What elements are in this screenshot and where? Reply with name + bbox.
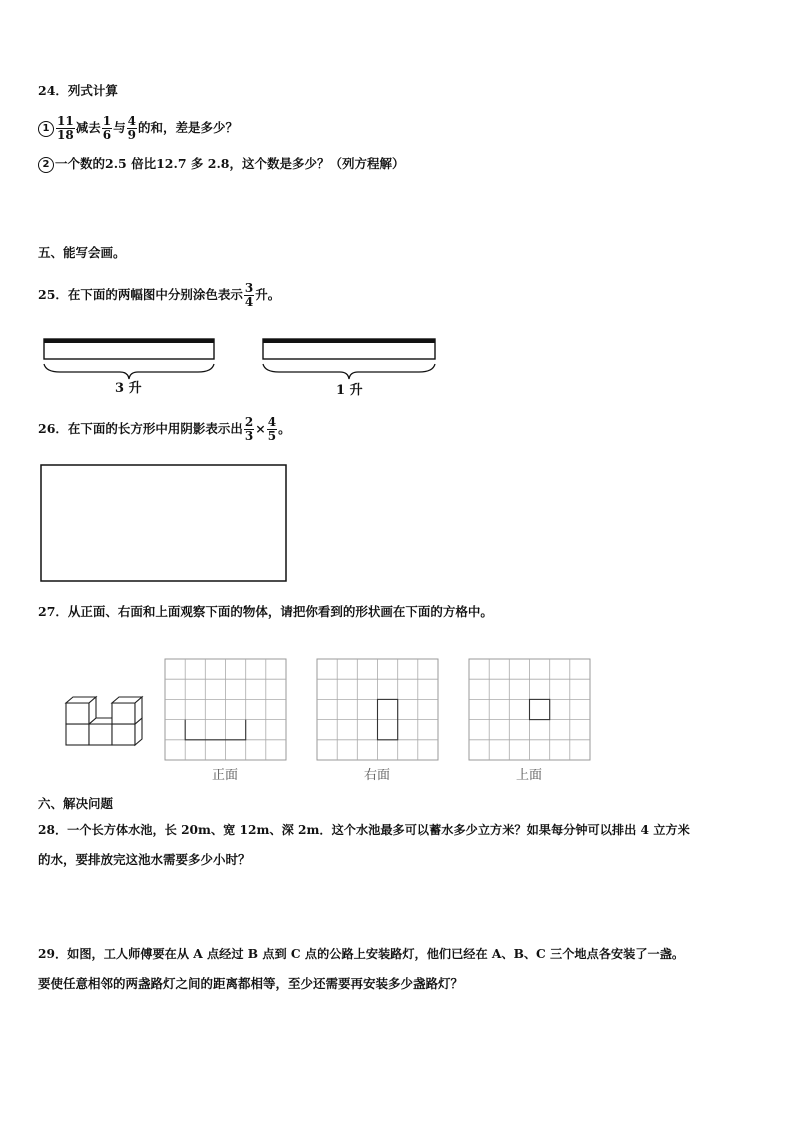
circle-marker-2: 2 xyxy=(38,157,54,173)
fraction-4-9: $\frac{4}{9}$ xyxy=(127,114,136,142)
fraction-11-18: $\frac{11}{18}$ xyxy=(57,114,74,142)
label-top: 上面 xyxy=(515,768,542,783)
label-right: 右面 xyxy=(363,768,390,783)
q27-prompt: 27．从正面、右面和上面观察下面的物体，请把你看到的形状画在下面的方格中。 xyxy=(38,604,493,619)
bar1-label: 3 升 xyxy=(115,381,142,396)
q29-line2: 要使任意相邻的两盏路灯之间的距离都相等，至少还需要再安装多少盏路灯？ xyxy=(38,976,464,991)
label-front: 正面 xyxy=(211,768,238,783)
fraction-2-3: $\frac{2}{3}$ xyxy=(244,415,254,443)
q28-line1: 28．一个长方体水池，长 20m、宽 12m、深 2m．这个水池最多可以蓄水多少立方米？如果每分钟可以排出 4 立方米 xyxy=(38,823,690,837)
q24-title: 24．列式计算 xyxy=(38,83,118,98)
fraction-4-5: $\frac{4}{5}$ xyxy=(267,415,277,443)
grid-top-view[interactable] xyxy=(469,659,590,760)
section5-title: 五、能写会画。 xyxy=(38,245,126,260)
fraction-1-6: $\frac{1}{6}$ xyxy=(102,114,112,142)
q29-line1: 29．如图，工人师傅要在从 A 点经过 B 点到 C 点的公路上安装路灯，他们已经在 A、B、C 三个地点各安装了一盏。 xyxy=(38,947,685,961)
circle-marker-1: 1 xyxy=(38,121,54,137)
q28-line2: 的水，要排放完这池水需要多少小时？ xyxy=(38,852,251,867)
grid-front-view[interactable] xyxy=(165,659,286,760)
q26-prompt: 26．在下面的长方形中用阴影表示出 $\frac{2}{3}$ × $\frac{4}{5}$ 。 xyxy=(38,415,291,443)
cube-solid xyxy=(66,697,142,745)
section6-title: 六、解决问题 xyxy=(38,796,114,811)
fraction-3-4: $\frac{3}{4}$ xyxy=(244,281,254,309)
bar2-label: 1 升 xyxy=(336,383,363,398)
q24-part2: 2 一个数的2.5 倍比12.7 多 2.8，这个数是多少？（列方程解） xyxy=(38,155,405,173)
q25-prompt: 25．在下面的两幅图中分别涂色表示 $\frac{3}{4}$ 升。 xyxy=(38,281,281,309)
q24-part1: 1 $\frac{11}{18}$ 减去 $\frac{1}{6}$ 与 $\frac{4}{9}$ 的和，差是多少？ xyxy=(38,114,238,142)
grid-right-view[interactable] xyxy=(317,659,438,760)
